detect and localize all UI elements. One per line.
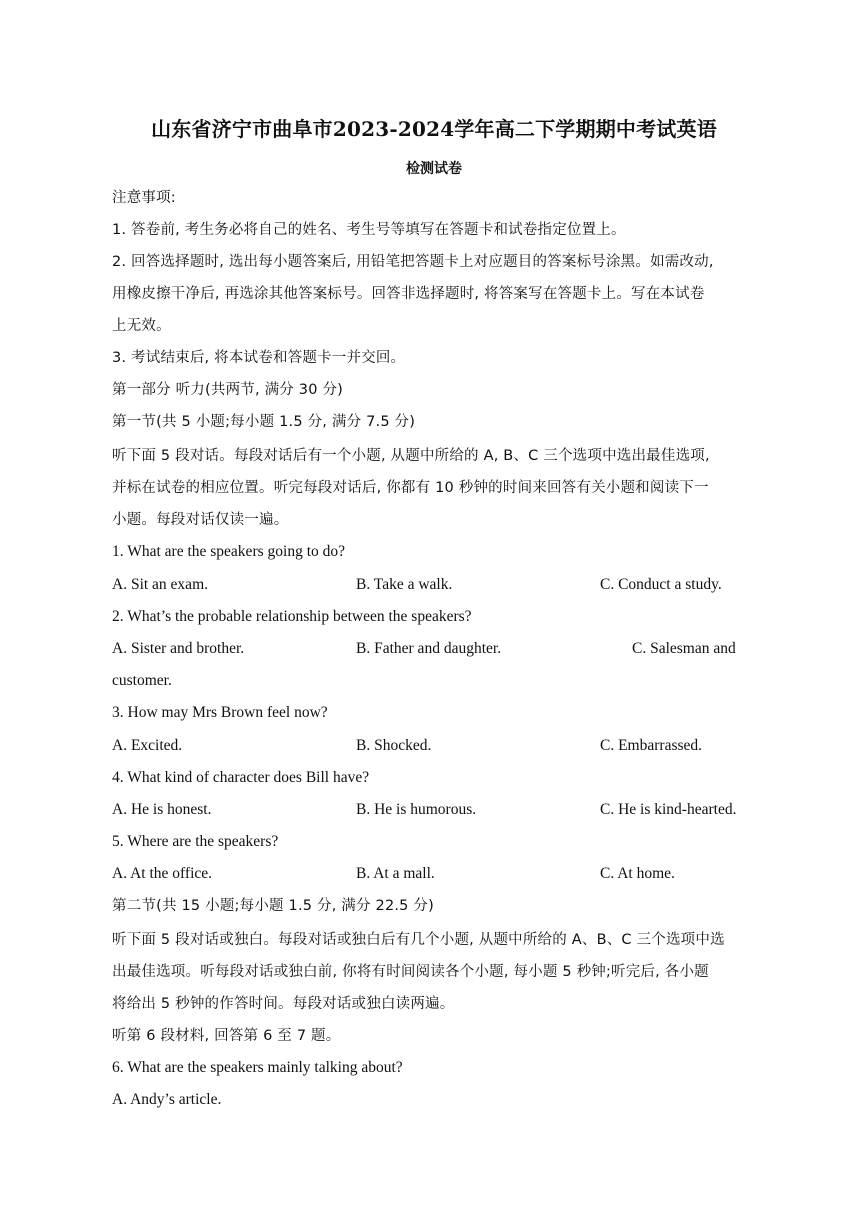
question-1: 1. What are the speakers going to do? bbox=[112, 543, 345, 560]
question-2-option-a: A. Sister and brother. bbox=[112, 640, 245, 657]
part1-heading: 第一部分 听力(共两节, 满分 30 分) bbox=[112, 382, 344, 398]
section2-heading: 第二节(共 15 小题;每小题 1.5 分, 满分 22.5 分) bbox=[112, 898, 434, 914]
section1-instructions-line-2: 并标在试卷的相应位置。听完每段对话后, 你都有 10 秒钟的时间来回答有关小题和阅读下一 bbox=[112, 480, 709, 496]
question-4-option-c: C. He is kind-hearted. bbox=[600, 801, 737, 818]
question-3-option-b: B. Shocked. bbox=[356, 737, 432, 754]
notice-item-1: 1. 答卷前, 考生务必将自己的姓名、考生号等填写在答题卡和试卷指定位置上。 bbox=[112, 222, 626, 238]
section1-heading: 第一节(共 5 小题;每小题 1.5 分, 满分 7.5 分) bbox=[112, 414, 416, 430]
section1-instructions-line-1: 听下面 5 段对话。每段对话后有一个小题, 从题中所给的 A, B、C 三个选项中选出最佳选项, bbox=[112, 448, 710, 464]
question-2-option-c: C. Salesman and bbox=[632, 640, 736, 657]
notice-item-2-line-1: 2. 回答选择题时, 选出每小题答案后, 用铅笔把答题卡上对应题目的答案标号涂黑。如需改动, bbox=[112, 254, 714, 270]
material-6-instructions: 听第 6 段材料, 回答第 6 至 7 题。 bbox=[112, 1028, 341, 1044]
question-5-option-c: C. At home. bbox=[600, 865, 675, 882]
question-1-option-a: A. Sit an exam. bbox=[112, 576, 208, 593]
question-6-option-a: A. Andy’s article. bbox=[112, 1091, 222, 1108]
question-2: 2. What’s the probable relationship between the speakers? bbox=[112, 608, 472, 625]
section2-instructions-line-1: 听下面 5 段对话或独白。每段对话或独白后有几个小题, 从题中所给的 A、B、C 三个选项中选 bbox=[112, 932, 725, 948]
question-2-option-c-continued: customer. bbox=[112, 672, 172, 689]
question-1-option-c: C. Conduct a study. bbox=[600, 576, 722, 593]
page-subtitle: 检测试卷 bbox=[406, 161, 462, 177]
question-2-option-b: B. Father and daughter. bbox=[356, 640, 502, 657]
question-6: 6. What are the speakers mainly talking about? bbox=[112, 1059, 403, 1076]
question-3-option-c: C. Embarrassed. bbox=[600, 737, 703, 754]
question-4-option-a: A. He is honest. bbox=[112, 801, 212, 818]
section1-instructions-line-3: 小题。每段对话仅读一遍。 bbox=[112, 512, 289, 528]
question-5: 5. Where are the speakers? bbox=[112, 833, 279, 850]
notice-item-3: 3. 考试结束后, 将本试卷和答题卡一并交回。 bbox=[112, 350, 406, 366]
notice-item-2-line-2: 用橡皮擦干净后, 再选涂其他答案标号。回答非选择题时, 将答案写在答题卡上。写在本试卷 bbox=[112, 286, 705, 302]
notice-heading: 注意事项: bbox=[112, 190, 176, 206]
notice-item-2-line-3: 上无效。 bbox=[112, 318, 171, 334]
question-3: 3. How may Mrs Brown feel now? bbox=[112, 704, 328, 721]
question-5-option-a: A. At the office. bbox=[112, 865, 213, 882]
question-5-option-b: B. At a mall. bbox=[356, 865, 435, 882]
section2-instructions-line-2: 出最佳选项。听每段对话或独白前, 你将有时间阅读各个小题, 每小题 5 秒钟;听完后, 各小题 bbox=[112, 964, 709, 980]
question-3-option-a: A. Excited. bbox=[112, 737, 183, 754]
section2-instructions-line-3: 将给出 5 秒钟的作答时间。每段对话或独白读两遍。 bbox=[112, 996, 455, 1012]
page-title: 山东省济宁市曲阜市2023-2024学年高二下学期期中考试英语 bbox=[151, 117, 717, 141]
question-4-option-b: B. He is humorous. bbox=[356, 801, 477, 818]
question-1-option-b: B. Take a walk. bbox=[356, 576, 453, 593]
question-4: 4. What kind of character does Bill have? bbox=[112, 769, 370, 786]
